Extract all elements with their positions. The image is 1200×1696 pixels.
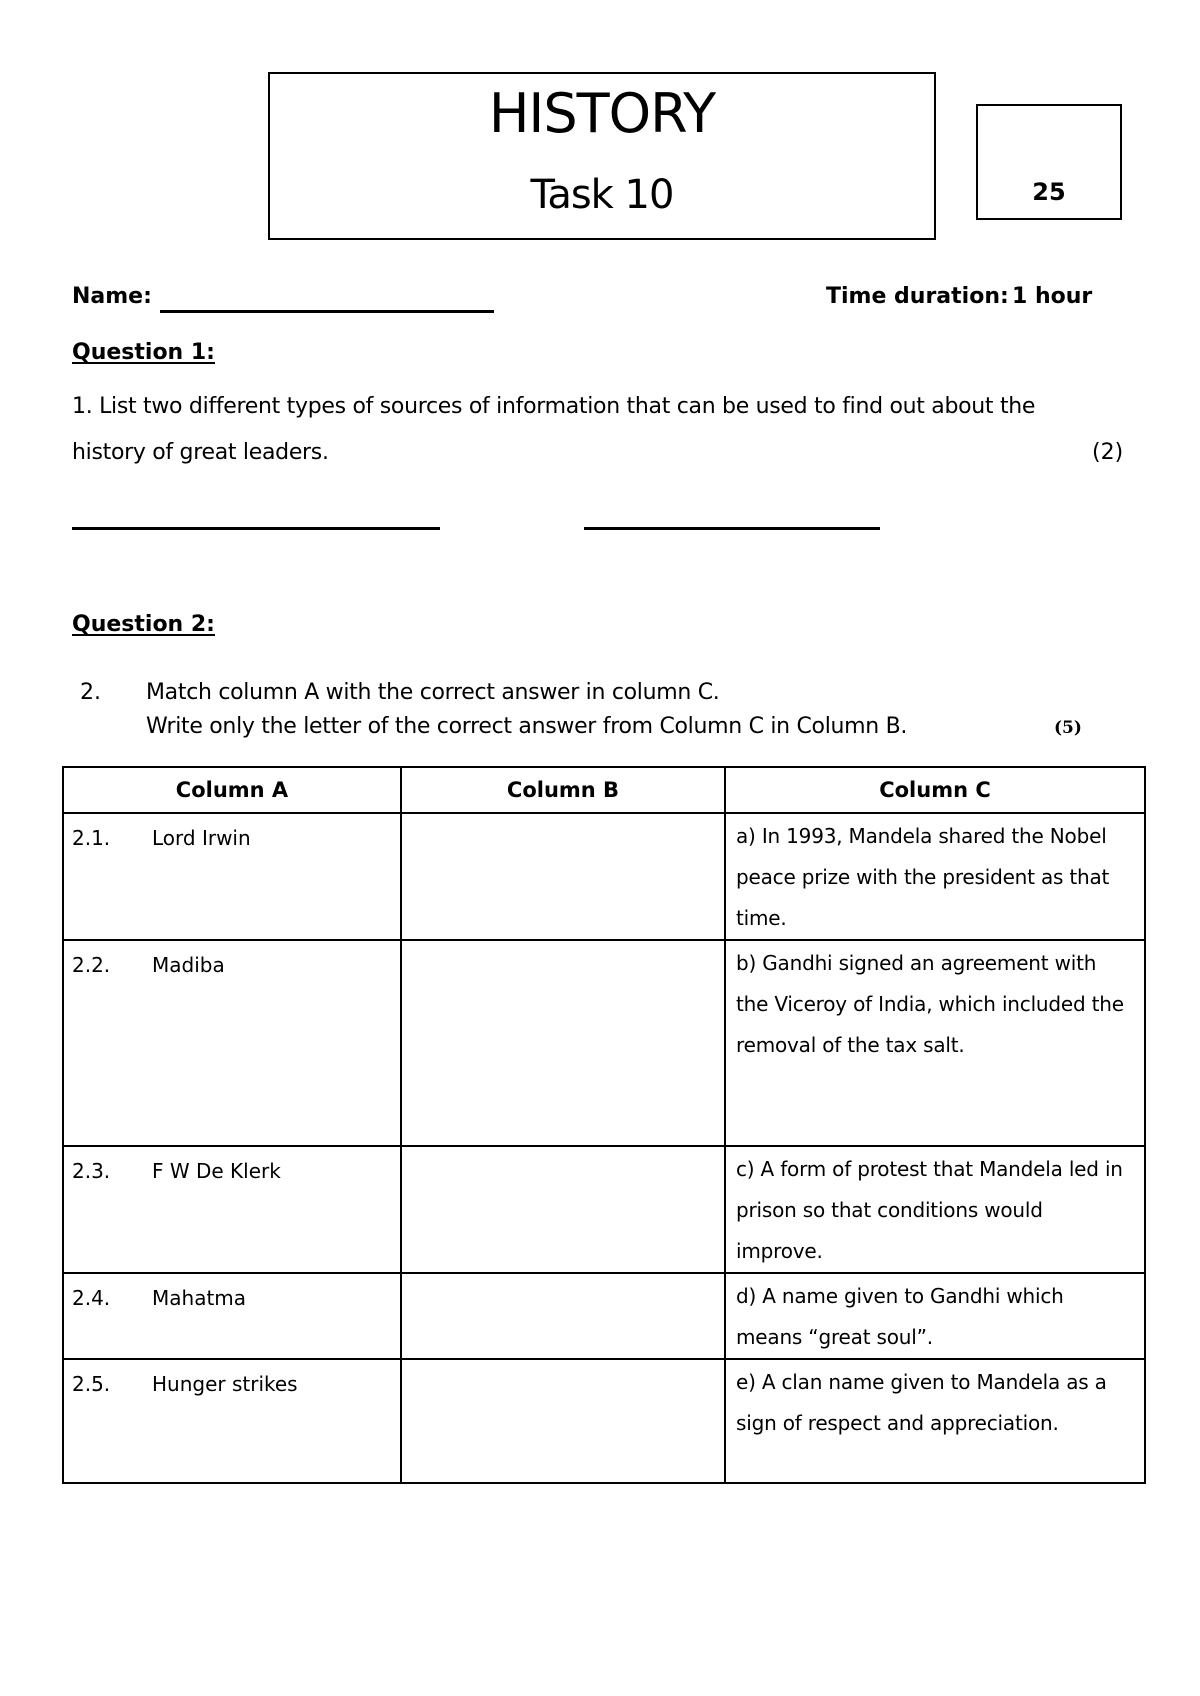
- item-number: 2.5.: [72, 1372, 111, 1396]
- column-a-cell: [63, 1146, 401, 1273]
- score-box: [976, 104, 1122, 220]
- item-description: b) Gandhi signed an agreement with the Viceroy of India, which included the removal of the tax salt.: [736, 951, 1124, 1057]
- page-title: HISTORY: [488, 82, 716, 145]
- column-b-answer-cell[interactable]: [401, 1273, 725, 1359]
- table-header-row: [63, 767, 1145, 813]
- item-description: c) A form of protest that Mandela led in prison so that conditions would improve.: [736, 1157, 1123, 1263]
- column-a-cell: [63, 1359, 401, 1483]
- question-2-instruction-2: Write only the letter of the correct answer from Column C in Column B.: [146, 714, 908, 739]
- column-c-header: Column C: [725, 767, 1145, 813]
- name-label: Name:: [72, 284, 152, 309]
- item-description: e) A clan name given to Mandela as a sign of respect and appreciation.: [736, 1370, 1107, 1435]
- question-2-marks: (5): [1054, 718, 1082, 738]
- item-number: 2.1.: [72, 826, 111, 850]
- table-row: [63, 1146, 1145, 1273]
- title-box: [268, 72, 936, 240]
- matching-table: [62, 766, 1146, 1484]
- item-term: Madiba: [152, 953, 225, 977]
- column-b-answer-cell[interactable]: [401, 940, 725, 1146]
- column-c-cell: [725, 813, 1145, 940]
- column-b-answer-cell[interactable]: [401, 813, 725, 940]
- column-b-answer-cell[interactable]: [401, 1146, 725, 1273]
- column-c-cell: [725, 1146, 1145, 1273]
- column-c-cell: [725, 1359, 1145, 1483]
- answer-line-2[interactable]: [584, 527, 880, 530]
- table-row: [63, 940, 1145, 1146]
- item-description: a) In 1993, Mandela shared the Nobel peace prize with the president as that time.: [736, 824, 1110, 930]
- question-1-marks: (2): [1092, 440, 1124, 465]
- question-2-heading: Question 2:: [72, 612, 215, 637]
- answer-line-1[interactable]: [72, 527, 440, 530]
- time-duration-value: 1 hour: [1012, 284, 1093, 309]
- table-row: [63, 1273, 1145, 1359]
- table-row: [63, 813, 1145, 940]
- item-term: Lord Irwin: [152, 826, 251, 850]
- item-term: F W De Klerk: [152, 1159, 281, 1183]
- question-1-text-line-2: history of great leaders.: [72, 440, 329, 465]
- column-a-cell: [63, 813, 401, 940]
- column-a-cell: [63, 940, 401, 1146]
- item-number: 2.2.: [72, 953, 111, 977]
- column-a-cell: [63, 1273, 401, 1359]
- item-term: Mahatma: [152, 1286, 247, 1310]
- question-2-number: 2.: [80, 680, 101, 705]
- item-number: 2.4.: [72, 1286, 111, 1310]
- item-number: 2.3.: [72, 1159, 111, 1183]
- question-1-heading: Question 1:: [72, 340, 215, 365]
- question-2-instruction-1: Match column A with the correct answer in column C.: [146, 680, 720, 705]
- time-duration-label: Time duration:: [826, 284, 1009, 309]
- column-b-answer-cell[interactable]: [401, 1359, 725, 1483]
- table-row: [63, 1359, 1145, 1483]
- column-c-cell: [725, 940, 1145, 1146]
- column-c-cell: [725, 1273, 1145, 1359]
- item-description: d) A name given to Gandhi which means “great soul”.: [736, 1284, 1064, 1349]
- question-1-text-line-1: 1. List two different types of sources of information that can be used to find out about the: [72, 394, 1036, 419]
- name-field-line[interactable]: [160, 310, 494, 313]
- item-term: Hunger strikes: [152, 1372, 298, 1396]
- column-b-header: Column B: [401, 767, 725, 813]
- column-a-header: Column A: [63, 767, 401, 813]
- task-subtitle: Task 10: [530, 172, 674, 218]
- total-marks: 25: [1032, 178, 1066, 206]
